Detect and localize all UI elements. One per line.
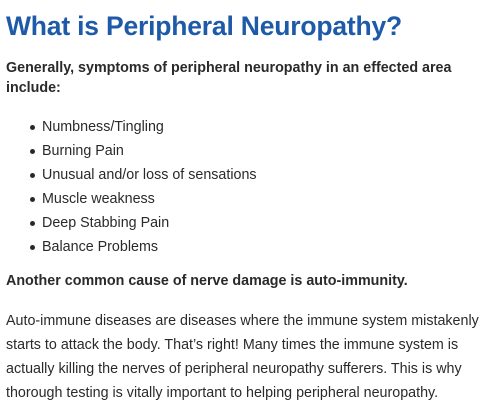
bullet-icon (30, 197, 35, 202)
intro-text: Generally, symptoms of peripheral neuropathy in an effected area include: (6, 60, 452, 96)
symptom-label: Deep Stabbing Pain (42, 215, 170, 231)
bullet-icon (30, 221, 35, 226)
symptom-list (6, 115, 498, 259)
symptom-item (6, 187, 498, 211)
cause-heading: Another common cause of nerve damage is auto-immunity. (6, 273, 408, 289)
body-paragraph: Auto-immune diseases are diseases where the immune system mistakenly starts to attack the body. That’s right! Many times the immune system is actually killing the nerves of peripheral neuropathy sufferers. This is why thorough testing is vitally important to helping peripheral neuropathy. (6, 313, 479, 401)
article-content (6, 0, 498, 405)
symptom-label: Numbness/Tingling (42, 119, 164, 135)
symptom-item (6, 163, 498, 187)
bullet-icon (30, 173, 35, 178)
bullet-icon (30, 125, 35, 130)
symptom-label: Balance Problems (42, 239, 159, 255)
bullet-icon (30, 245, 35, 250)
symptom-label: Unusual and/or loss of sensations (42, 167, 257, 183)
symptom-item (6, 115, 498, 139)
symptom-item (6, 235, 498, 259)
symptom-label: Burning Pain (42, 143, 124, 159)
symptom-label: Muscle weakness (42, 191, 155, 207)
symptom-item (6, 211, 498, 235)
page-title: What is Peripheral Neuropathy? (6, 11, 402, 41)
symptom-item (6, 139, 498, 163)
bullet-icon (30, 149, 35, 154)
